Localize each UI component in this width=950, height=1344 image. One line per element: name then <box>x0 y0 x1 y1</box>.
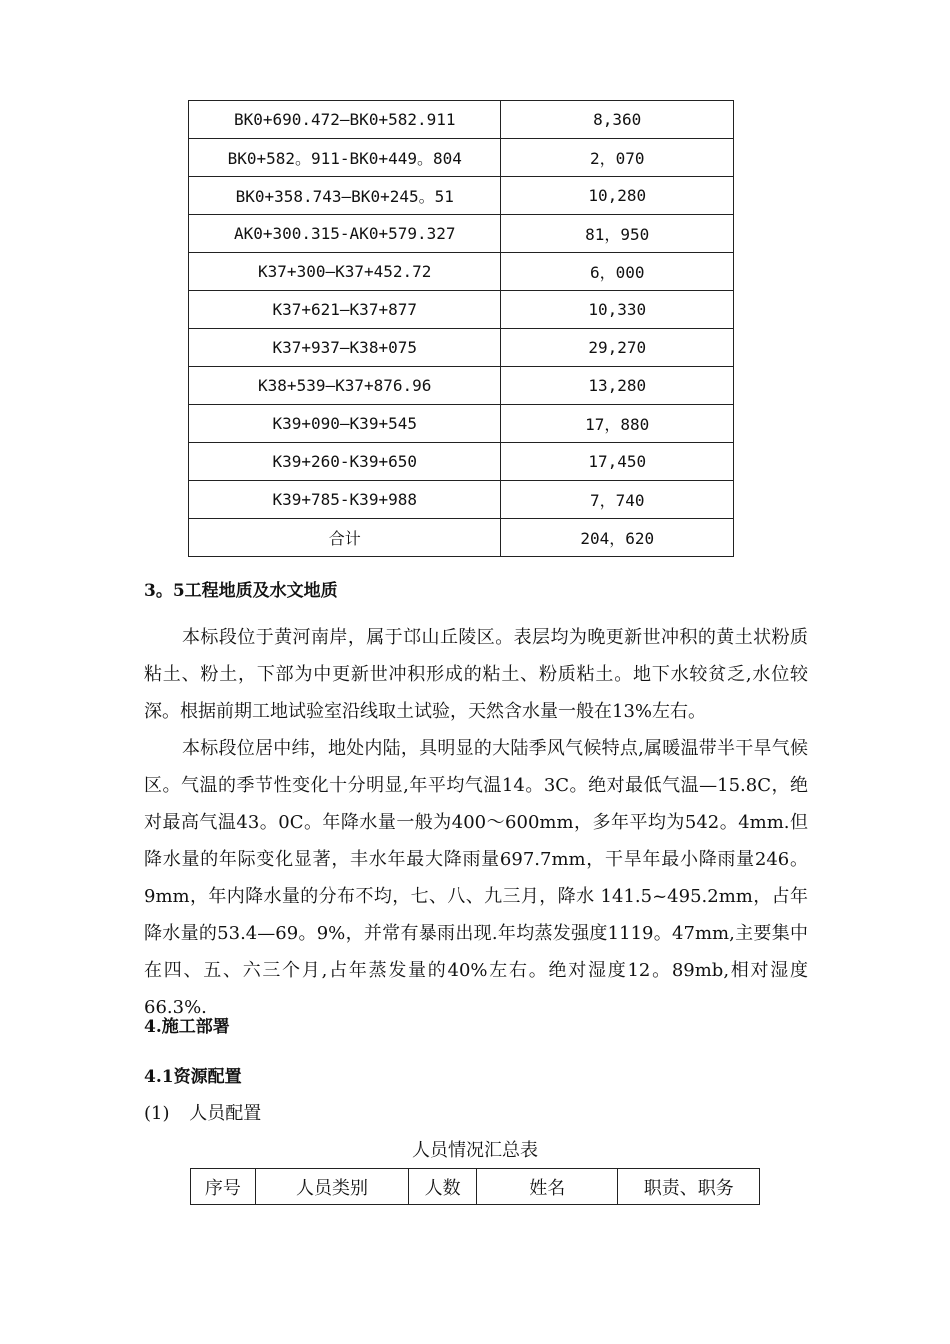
column-header: 人数 <box>409 1169 477 1205</box>
table-cell: 17,450 <box>501 443 734 481</box>
table-cell: BK0+690.472—BK0+582.911 <box>189 101 501 139</box>
table-cell: 6，000 <box>501 253 734 291</box>
table-row <box>189 291 734 329</box>
table-row <box>189 329 734 367</box>
table-cell: BK0+358.743—BK0+245。51 <box>189 177 501 215</box>
table-cell: K39+090—K39+545 <box>189 405 501 443</box>
table-cell: 29,270 <box>501 329 734 367</box>
table-cell: K37+621—K37+877 <box>189 291 501 329</box>
table-cell: 17，880 <box>501 405 734 443</box>
table-row <box>189 139 734 177</box>
table-cell: K38+539—K37+876.96 <box>189 367 501 405</box>
paragraph-geology: 本标段位于黄河南岸，属于邙山丘陵区。表层均为晚更新世冲积的黄土状粉质粘土、粉土，下部为中更新世冲积形成的粘土、粉质粘土。地下水较贫乏,水位较深。根据前期工地试验室沿线取土试验，天然含水量一般在13%左右。 <box>144 627 808 722</box>
table-row <box>189 367 734 405</box>
table-cell: 7，740 <box>501 481 734 519</box>
table-cell: 10,280 <box>501 177 734 215</box>
table-row <box>189 481 734 519</box>
total-value: 204，620 <box>501 519 734 557</box>
table-cell: 8,360 <box>501 101 734 139</box>
section-heading-3-5: 3。5工程地质及水文地质 <box>144 581 338 601</box>
table-cell: K39+260-K39+650 <box>189 443 501 481</box>
table-row <box>189 405 734 443</box>
table-row <box>189 253 734 291</box>
column-header: 人员类别 <box>255 1169 408 1205</box>
total-label: 合计 <box>189 519 501 557</box>
table-caption: 人员情况汇总表 <box>412 1140 538 1161</box>
table-cell: 2，070 <box>501 139 734 177</box>
paragraph-climate: 本标段位居中纬，地处内陆，具明显的大陆季风气候特点,属暖温带半干旱气候区。气温的季节性变化十分明显,年平均气温14。3C。绝对最低气温—15.8C，绝对最高气温43。0C。年降水量一般为400～600mm，多年平均为542。4mm.但降水量的年际变化显著，丰水年最大降雨量697.7mm，干旱年最小降雨量246。9mm，年内降水量的分布不均，七、八、九三月，降水 141.5~495.2mm，占年降水量的53.4—69。9%，并常有暴雨出现.年均蒸发强度1119。47mm,主要集中在四、五、六三个月,占年蒸发量的40%左右。绝对湿度12。89mb,相对湿度66.3%. <box>144 738 808 1018</box>
column-header: 序号 <box>191 1169 256 1205</box>
column-header: 姓名 <box>476 1169 617 1205</box>
table-cell: K39+785-K39+988 <box>189 481 501 519</box>
table-total-row <box>189 519 734 557</box>
table-row <box>189 443 734 481</box>
table-header-row <box>191 1169 760 1205</box>
table-row <box>189 101 734 139</box>
table-cell: AK0+300.315-AK0+579.327 <box>189 215 501 253</box>
table-cell: 13,280 <box>501 367 734 405</box>
table-row <box>189 215 734 253</box>
column-header: 职责、职务 <box>618 1169 760 1205</box>
table-cell: K37+937—K38+075 <box>189 329 501 367</box>
table-cell: 81，950 <box>501 215 734 253</box>
table-cell: K37+300—K37+452.72 <box>189 253 501 291</box>
staff-summary-table <box>190 1168 760 1205</box>
table-row <box>189 177 734 215</box>
item-text: 人员配置 <box>189 1103 262 1124</box>
item-marker: (1) <box>144 1103 170 1124</box>
section-heading-4: 4.施工部署 <box>144 1017 230 1037</box>
list-item <box>144 1099 261 1125</box>
section-quantity-table <box>188 100 734 557</box>
table-cell: BK0+582。911-BK0+449。804 <box>189 139 501 177</box>
section-heading-4-1: 4.1资源配置 <box>144 1067 242 1087</box>
table-cell: 10,330 <box>501 291 734 329</box>
